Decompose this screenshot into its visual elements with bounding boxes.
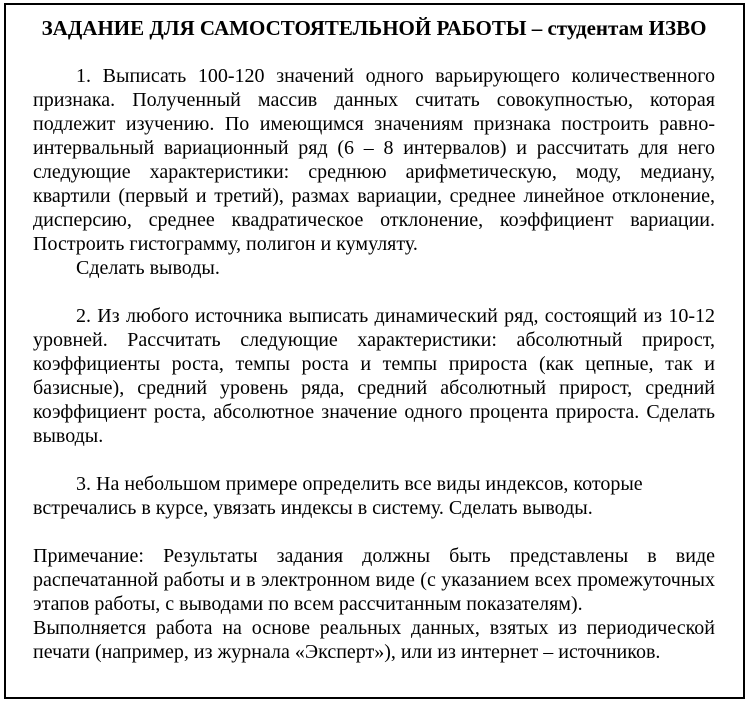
document-border (4, 3, 745, 699)
task-1-conclusion: Сделать выводы. (76, 257, 220, 279)
document-title: ЗАДАНИЕ ДЛЯ САМОСТОЯТЕЛЬНОЙ РАБОТЫ – студентам ИЗВО (41, 16, 707, 40)
note-paragraph: Примечание: Результаты задания должны быть представлены в виде распечатанной работы и в электронном виде (с указанием всех промежуточных этапов работы, с выводами по всем рассчитанным показателям). (33, 545, 715, 615)
task-2-paragraph: 2. Из любого источника выписать динамический ряд, состоящий из 10-12 уровней. Рассчитать следующие характеристики: абсолютный прирост, коэффициенты роста, темпы роста и темпы прироста (как цепные, так и базисные), средний уровень ряда, средний абсолютный прирост, средний коэффициент роста, абсолютное значение одного процента прироста. Сделать выводы. (33, 305, 715, 447)
task-3-paragraph: 3. На небольшом примере определить все виды индексов, которые встречались в курсе, увязать индексы в систему. Сделать выводы. (33, 473, 643, 519)
task-1-paragraph: 1. Выписать 100-120 значений одного варьирующего количественного признака. Полученный массив данных считать совокупностью, которая подлежит изучению. По имеющимся значениям признака построить равно-интервальный вариационный ряд (6 – 8 интервалов) и рассчитать для него следующие характеристики: среднюю арифметическую, моду, медиану, квартили (первый и третий), размах вариации, среднее линейное отклонение, дисперсию, среднее квадратическое отклонение, коэффициент вариации. Построить гистограмму, полигон и кумуляту. (33, 65, 715, 255)
note-source-paragraph: Выполняется работа на основе реальных данных, взятых из периодической печати (например, из журнала «Эксперт»), или из интернет – источников. (33, 617, 715, 663)
